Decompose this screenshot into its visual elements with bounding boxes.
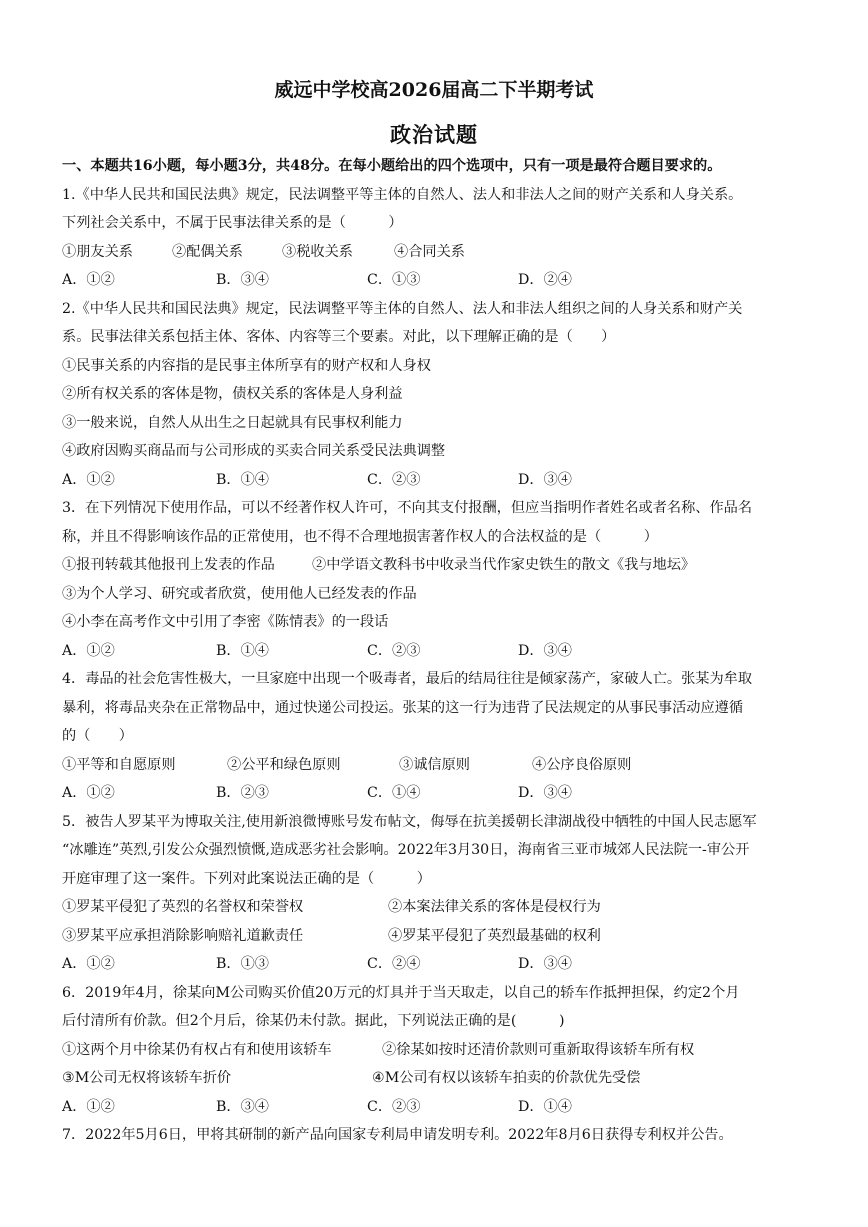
q5-stem-line: “冰雕连”英烈,引发公众强烈愤慨,造成恶劣社会影响。2022年3月30日，海南省三亚市城郊人民法院一-审公开 [62,842,750,858]
q5-option-b[interactable]: B．①③ [216,956,269,972]
q4-statement: ②公平和绿色原则 [227,757,341,773]
q1-stem-line: 下列社会关系中，不属于民事法律关系的是（ ） [62,215,403,231]
q1-option-b[interactable]: B．③④ [216,272,269,288]
q6-statements-row [62,1068,806,1088]
q3-statement: ②中学语文教科书中收录当代作家史铁生的散文《我与地坛》 [312,557,696,573]
q1-statement: ①朋友关系 [62,244,133,260]
q6-option-b[interactable]: B．③④ [216,1099,269,1115]
q1-statement: ③税收关系 [282,244,353,260]
q2-statement: ①民事关系的内容指的是民事主体所享有的财产权和人身权 [62,358,431,374]
q6-stem-line: 6．2019年4月，徐某向M公司购买价值20万元的灯具并于当天取走，以自己的轿车作抵押担保，约定2个月 [62,985,740,1001]
q1-options [62,270,806,290]
q2-option-c[interactable]: C．②③ [367,472,421,488]
q4-option-b[interactable]: B．②③ [216,785,269,801]
q3-statement: ④小李在高考作文中引用了李密《陈情表》的一段话 [62,614,389,630]
q2-stem-line: 系。民事法律关系包括主体、客体、内容等三个要素。对此，以下理解正确的是（ ） [62,329,616,345]
q2-statement: ②所有权关系的客体是物，债权关系的客体是人身利益 [62,386,403,402]
q3-stem-line: 称，并且不得影响该作品的正常使用，也不得不合理地损害著作权人的合法权益的是（ ） [62,529,658,545]
q2-statement: ③一般来说，自然人从出生之日起就具有民事权利能力 [62,415,403,431]
q4-stem-line: 4．毒品的社会危害性极大，一旦家庭中出现一个吸毒者，最后的结局往往是倾家荡产，家破人亡。张某为牟取 [62,671,753,687]
q5-options [62,954,806,974]
q3-stem-line: 3．在下列情况下使用作品，可以不经著作权人许可，不向其支付报酬，但应当指明作者姓名或者名称、作品名 [62,500,753,516]
q1-option-d[interactable]: D．②④ [518,272,572,288]
q4-statement: ①平等和自愿原则 [62,757,176,773]
q6-statement: ③M公司无权将该轿车折价 [62,1070,232,1086]
q5-statement: ④罗某平侵犯了英烈最基础的权利 [388,928,601,944]
q1-option-a[interactable]: A．①② [62,272,115,288]
exam-title: 威远中学校高2026届高二下半期考试 [274,79,594,101]
q6-option-d[interactable]: D．①④ [518,1099,572,1115]
q1-stem-line: 1.《中华人民共和国民法典》规定，民法调整平等主体的自然人、法人和非法人之间的财产关系和人身关系。 [62,187,743,203]
q2-statement: ④政府因购买商品而与公司形成的买卖合同关系受民法典调整 [62,443,446,459]
q4-option-d[interactable]: D．③④ [518,785,572,801]
q5-statement: ①罗某平侵犯了英烈的名誉权和荣誉权 [62,899,304,915]
q5-stem-line: 开庭审理了这一案件。下列对此案说法正确的是（ ） [62,871,431,887]
q5-option-c[interactable]: C．②④ [367,956,421,972]
exam-subject: 政治试题 [390,122,478,147]
q3-option-c[interactable]: C．②③ [367,643,421,659]
q6-stem-line: 后付清所有价款。但2个月后，徐某仍未付款。据此，下列说法正确的是( ) [62,1013,565,1029]
q3-statement: ①报刊转载其他报刊上发表的作品 [62,557,275,573]
q3-option-a[interactable]: A．①② [62,643,115,659]
q2-option-d[interactable]: D．③④ [518,472,572,488]
q5-statements-row [62,897,806,917]
q5-statement: ②本案法律关系的客体是侵权行为 [388,899,601,915]
q3-option-d[interactable]: D．③④ [518,643,572,659]
q4-options [62,783,806,803]
q1-statements [62,242,806,262]
section-heading: 一、本题共16小题，每小题3分，共48分。在每小题给出的四个选项中，只有一项是最符合题目要求的。 [62,158,722,174]
q4-statement: ③诚信原则 [399,757,470,773]
q6-statements-row [62,1040,806,1060]
q6-statement: ①这两个月中徐某仍有权占有和使用该轿车 [62,1042,332,1058]
q1-statement: ④合同关系 [394,244,465,260]
q4-stem-line: 的（ ） [62,728,133,744]
q1-statement: ②配偶关系 [172,244,243,260]
q2-options [62,470,806,490]
q2-option-a[interactable]: A．①② [62,472,115,488]
q7-stem-line: 7．2022年5月6日，甲将其研制的新产品向国家专利局申请发明专利。2022年8月6日获得专利权并公告。 [62,1127,733,1143]
q4-statement: ④公序良俗原则 [532,757,632,773]
q5-statement: ③罗某平应承担消除影响赔礼道歉责任 [62,928,304,944]
q6-statement: ②徐某如按时还清价款则可重新取得该轿车所有权 [382,1042,695,1058]
q4-statements [62,755,806,775]
q2-option-b[interactable]: B．①④ [216,472,269,488]
q3-options [62,641,806,661]
q6-option-c[interactable]: C．②③ [367,1099,421,1115]
q4-stem-line: 暴利，将毒品夹杂在正常物品中，通过快递公司投运。张某的这一行为违背了民法规定的从事民事活动应遵循 [62,700,744,716]
q5-stem-line: 5．被告人罗某平为博取关注,使用新浪微博账号发布帖文，侮辱在抗美援朝长津湖战役中牺牲的中国人民志愿军 [62,814,757,830]
q2-stem-line: 2.《中华人民共和国民法典》规定，民法调整平等主体的自然人、法人和非法人组织之间的人身关系和财产关 [62,301,743,317]
q3-option-b[interactable]: B．①④ [216,643,269,659]
q6-statement: ④M公司有权以该轿车拍卖的价款优先受偿 [372,1070,641,1086]
q6-options [62,1097,806,1117]
q4-option-a[interactable]: A．①② [62,785,115,801]
q3-statements-row [62,555,806,575]
q3-statement: ③为个人学习、研究或者欣赏，使用他人已经发表的作品 [62,586,417,602]
q5-statements-row [62,926,806,946]
q6-option-a[interactable]: A．①② [62,1099,115,1115]
q5-option-d[interactable]: D．③④ [518,956,572,972]
q1-option-c[interactable]: C．①③ [367,272,421,288]
q5-option-a[interactable]: A．①② [62,956,115,972]
q4-option-c[interactable]: C．①④ [367,785,421,801]
